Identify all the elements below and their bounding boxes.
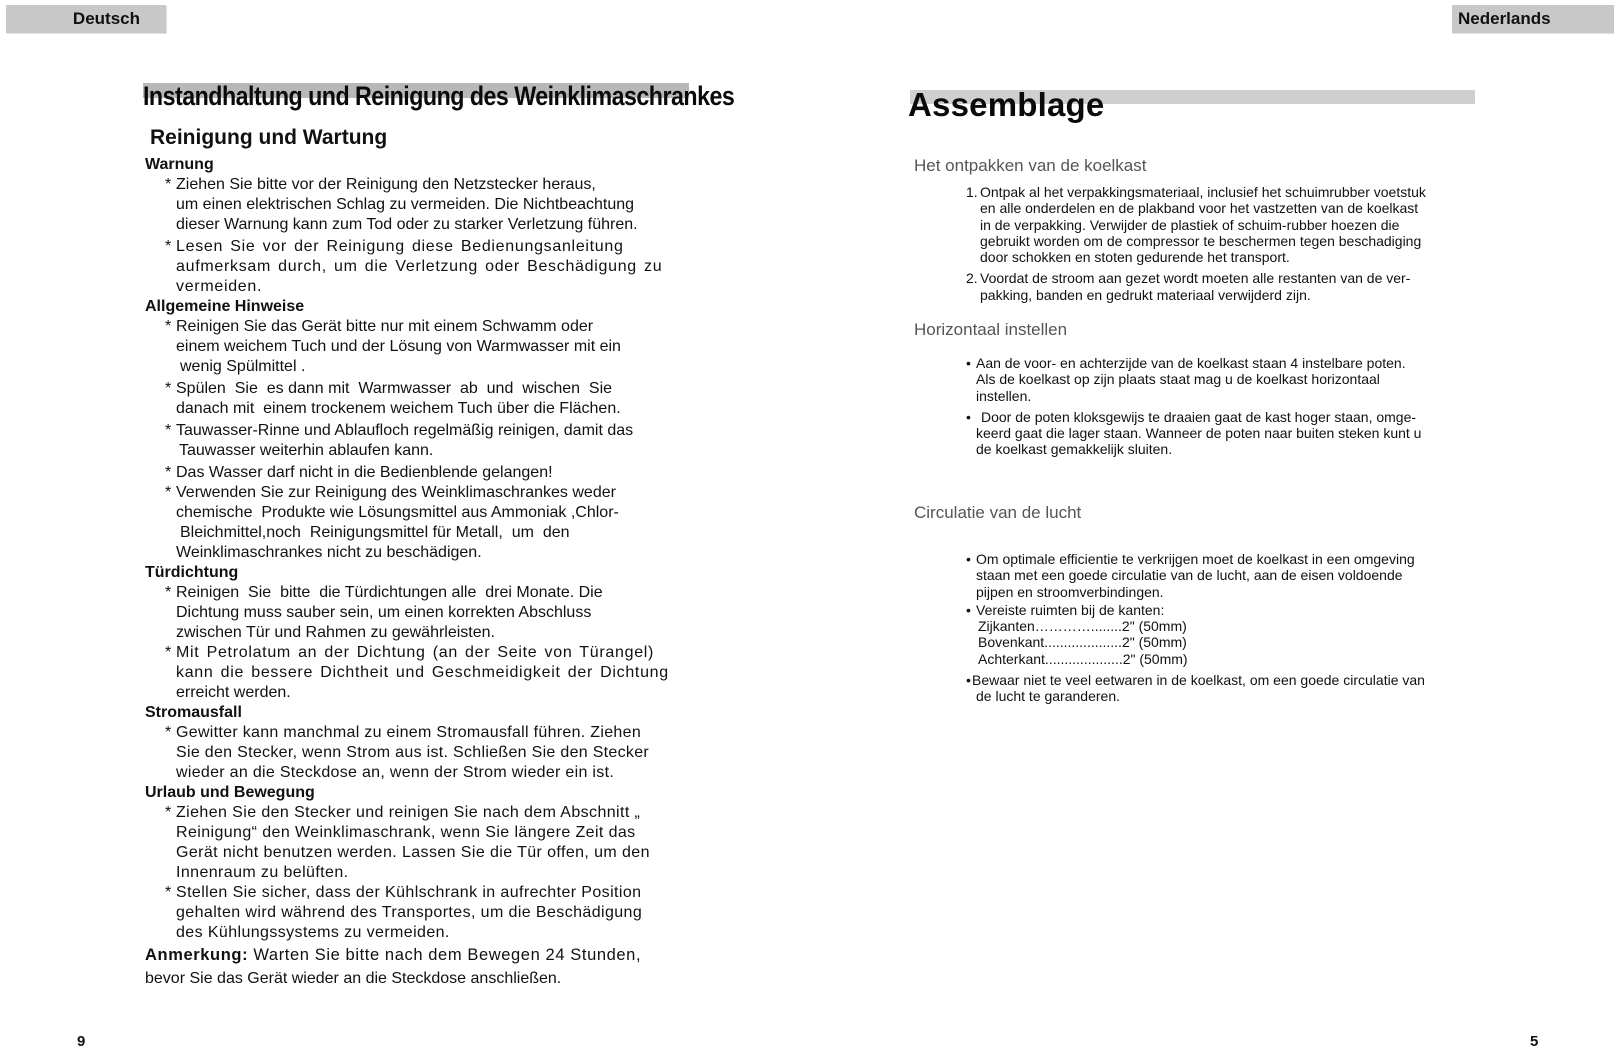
list-item	[145, 483, 690, 563]
asterisk-bullet-icon: *	[165, 884, 172, 901]
page-title: Assemblage	[908, 86, 1105, 123]
list-item	[145, 175, 690, 235]
text-line: kann die bessere Dichtheit und Geschmeidigkeit der Dichtung	[176, 664, 669, 681]
list-item	[145, 421, 690, 461]
text-line: Spülen Sie es dann mit Warmwasser ab und wischen Sie	[176, 380, 613, 397]
text-line: gehalten wird während des Transportes, um die Beschädigung	[176, 904, 643, 921]
clearance-list	[966, 602, 1511, 667]
section-heading-horizontaal: Horizontaal instellen	[914, 320, 1068, 339]
bullet-icon: •	[966, 408, 971, 425]
text-line: Dichtung muss sauber sein, um einen korrekten Abschluss	[176, 604, 592, 621]
clearance-intro: Vereiste ruimten bij de kanten:	[976, 601, 1165, 618]
section-heading-urlaub-und-bewegung: Urlaub und Bewegung	[145, 784, 315, 801]
page-title: Instandhaltung und Reinigung des Weinklimaschrankes	[143, 81, 735, 111]
text-line: Tauwasser-Rinne und Ablaufloch regelmäßig reinigen, damit das	[176, 422, 634, 439]
bullet-icon: •	[966, 601, 971, 618]
text-line: Lesen Sie vor der Reinigung diese Bedienungsanleitung	[176, 238, 624, 255]
text-line: einem weichem Tuch und der Lösung von Warmwasser mit ein	[176, 338, 621, 355]
text-line: Reinigung“ den Weinklimaschrank, wenn Sie längere Zeit das	[176, 824, 636, 841]
text-line: aufmerksam durch, um die Verletzung oder Beschädigung zu	[176, 258, 663, 275]
text-line: Ontpak al het verpakkingsmateriaal, inclusief het schuimrubber voetstuk	[980, 184, 1426, 200]
text-line: door schokken en stoten gedurende het transport.	[980, 249, 1290, 266]
text-line: Gerät nicht benutzen werden. Lassen Sie die Tür offen, um den	[176, 844, 650, 861]
page-number: 5	[1530, 1033, 1539, 1050]
text-line: Door de poten kloksgewijs te draaien gaat de kast hoger staan, omge-	[981, 408, 1417, 425]
left-page-body	[145, 155, 690, 989]
list-item	[145, 803, 690, 883]
section-body-horizontaal	[966, 355, 1506, 463]
asterisk-bullet-icon: *	[165, 318, 172, 335]
asterisk-bullet-icon: *	[165, 176, 172, 193]
bullet-item	[966, 551, 1511, 600]
asterisk-bullet-icon: *	[165, 422, 172, 439]
note-paragraph	[145, 945, 690, 965]
bullet-item	[966, 355, 1506, 404]
section-body-circulatie	[966, 551, 1511, 710]
text-line: staan met een goede circulatie van de lucht, aan de eisen voldoende	[976, 567, 1403, 584]
language-label: Deutsch	[72, 9, 140, 28]
text-line: Sie den Stecker, wenn Strom aus ist. Schließen Sie den Stecker	[176, 744, 650, 761]
text-line: Reinigen Sie das Gerät bitte nur mit einem Schwamm oder	[176, 318, 594, 335]
note-text-line2: bevor Sie das Gerät wieder an die Steckdose anschließen.	[145, 970, 562, 987]
asterisk-bullet-icon: *	[165, 644, 172, 661]
section-subtitle: Reinigung und Wartung	[150, 126, 388, 149]
list-item	[145, 379, 690, 419]
text-line: wieder an die Steckdose an, wenn der Strom wieder ein ist.	[176, 764, 615, 781]
text-line: Gewitter kann manchmal zu einem Stromausfall führen. Ziehen	[176, 724, 642, 741]
text-line: Mit Petrolatum an der Dichtung (an der Seite von Türangel)	[176, 644, 655, 661]
text-line: Ziehen Sie den Stecker und reinigen Sie nach dem Abschnitt „	[176, 804, 641, 821]
asterisk-bullet-icon: *	[165, 238, 172, 255]
text-line: Bleichmittel,noch Reinigungsmittel für Metall, um den	[180, 524, 570, 541]
text-line: erreicht werden.	[176, 684, 291, 701]
list-item	[145, 883, 690, 943]
text-line: dieser Warnung kann zum Tod oder zu starker Verletzung führen.	[176, 216, 638, 233]
page-number: 9	[77, 1033, 86, 1050]
numbered-item	[966, 184, 1506, 265]
text-line: Innenraum zu belüften.	[176, 864, 349, 881]
section-heading-ontpakken: Het ontpakken van de koelkast	[914, 156, 1147, 175]
section-heading-stromausfall: Stromausfall	[145, 704, 242, 721]
note-label: Anmerkung:	[145, 946, 249, 964]
asterisk-bullet-icon: *	[165, 724, 172, 741]
list-item	[145, 583, 690, 643]
numbered-item	[966, 270, 1506, 303]
text-line: gebruikt worden om de compressor te beschermen tegen beschadiging	[980, 232, 1422, 249]
text-line: um einen elektrischen Schlag zu vermeiden. Die Nichtbeachtung	[176, 196, 635, 213]
text-line: Als de koelkast op zijn plaats staat mag u de koelkast horizontaal	[976, 371, 1380, 388]
bullet-icon: •	[966, 355, 971, 371]
item-number: 1.	[966, 184, 978, 200]
text-line: Om optimale efficientie te verkrijgen moet de koelkast in een omgeving	[976, 551, 1415, 567]
section-heading-tuerdichtung: Türdichtung	[145, 564, 239, 581]
bullet-item	[966, 672, 1511, 705]
section-heading-warnung: Warnung	[145, 156, 214, 173]
asterisk-bullet-icon: *	[165, 464, 172, 481]
text-line: wenig Spülmittel .	[180, 358, 306, 375]
bullet-icon: •	[966, 672, 971, 689]
text-line: Stellen Sie sicher, dass der Kühlschrank in aufrechter Position	[176, 884, 642, 901]
asterisk-bullet-icon: *	[165, 484, 172, 501]
list-item	[145, 643, 690, 703]
list-item	[145, 317, 690, 377]
language-tab-nederlands	[1452, 5, 1614, 33]
text-line: instellen.	[976, 387, 1032, 404]
text-line: des Kühlungssystems zu vermeiden.	[176, 924, 450, 941]
text-line: Bewaar niet te veel eetwaren in de koelkast, om een goede circulatie van	[972, 672, 1425, 689]
text-line: in de verpakking. Verwijder de plastiek of schuim-rubber hoezen die	[980, 216, 1400, 233]
language-label: Nederlands	[1458, 9, 1551, 28]
text-line: Verwenden Sie zur Reinigung des Weinklimaschrankes weder	[176, 484, 616, 501]
text-line: vermeiden.	[176, 278, 263, 295]
text-line: Tauwasser weiterhin ablaufen kann.	[179, 442, 434, 459]
text-line: de koelkast gemakkelijk sluiten.	[976, 441, 1173, 458]
text-line: en alle onderdelen en de plakband voor het vastzetten van de koelkast	[980, 200, 1419, 217]
text-line: Das Wasser darf nicht in die Bedienblende gelangen!	[176, 464, 553, 481]
list-item	[145, 463, 690, 483]
text-line: chemische Produkte wie Lösungsmittel aus Ammoniak ,Chlor-	[176, 504, 619, 521]
section-heading-circulatie: Circulatie van de lucht	[914, 503, 1082, 522]
section-heading-allgemeine-hinweise: Allgemeine Hinweise	[145, 298, 305, 315]
item-number: 2.	[966, 270, 978, 287]
language-tab-deutsch	[6, 5, 166, 33]
text-line: danach mit einem trockenem weichem Tuch über die Flächen.	[176, 400, 621, 417]
asterisk-bullet-icon: *	[165, 380, 172, 397]
asterisk-bullet-icon: *	[165, 804, 172, 821]
text-line: pakking, banden en gedrukt materiaal verwijderd zijn.	[980, 286, 1311, 303]
text-line: Voordat de stroom aan gezet wordt moeten alle restanten van de ver-	[980, 270, 1411, 287]
clearance-row-back: Achterkant....................2" (50mm)	[978, 650, 1188, 667]
list-item	[145, 237, 690, 297]
asterisk-bullet-icon: *	[165, 584, 172, 601]
text-line: keerd gaat die lager staan. Wanneer de poten naar buiten steken kunt u	[976, 425, 1422, 442]
text-line: Reinigen Sie bitte die Türdichtungen alle drei Monate. Die	[176, 584, 603, 601]
text-line: Weinklimaschrankes nicht zu beschädigen.	[176, 544, 482, 561]
section-body-ontpakken	[966, 184, 1506, 308]
text-line: pijpen en stroomverbindingen.	[976, 583, 1164, 600]
text-line: de lucht te garanderen.	[976, 688, 1120, 705]
clearance-row-top: Bovenkant....................2" (50mm)	[978, 634, 1187, 651]
text-line: Ziehen Sie bitte vor der Reinigung den Netzstecker heraus,	[176, 176, 596, 193]
list-item	[145, 723, 690, 783]
bullet-icon: •	[966, 551, 971, 567]
bullet-item	[966, 409, 1506, 458]
text-line: zwischen Tür und Rahmen zu gewährleisten.	[176, 624, 495, 641]
clearance-row-sides: Zijkanten…………........2" (50mm)	[978, 618, 1187, 635]
note-text: Warten Sie bitte nach dem Bewegen 24 Stunden,	[248, 946, 642, 964]
text-line: Aan de voor- en achterzijde van de koelkast staan 4 instelbare poten.	[976, 355, 1406, 371]
